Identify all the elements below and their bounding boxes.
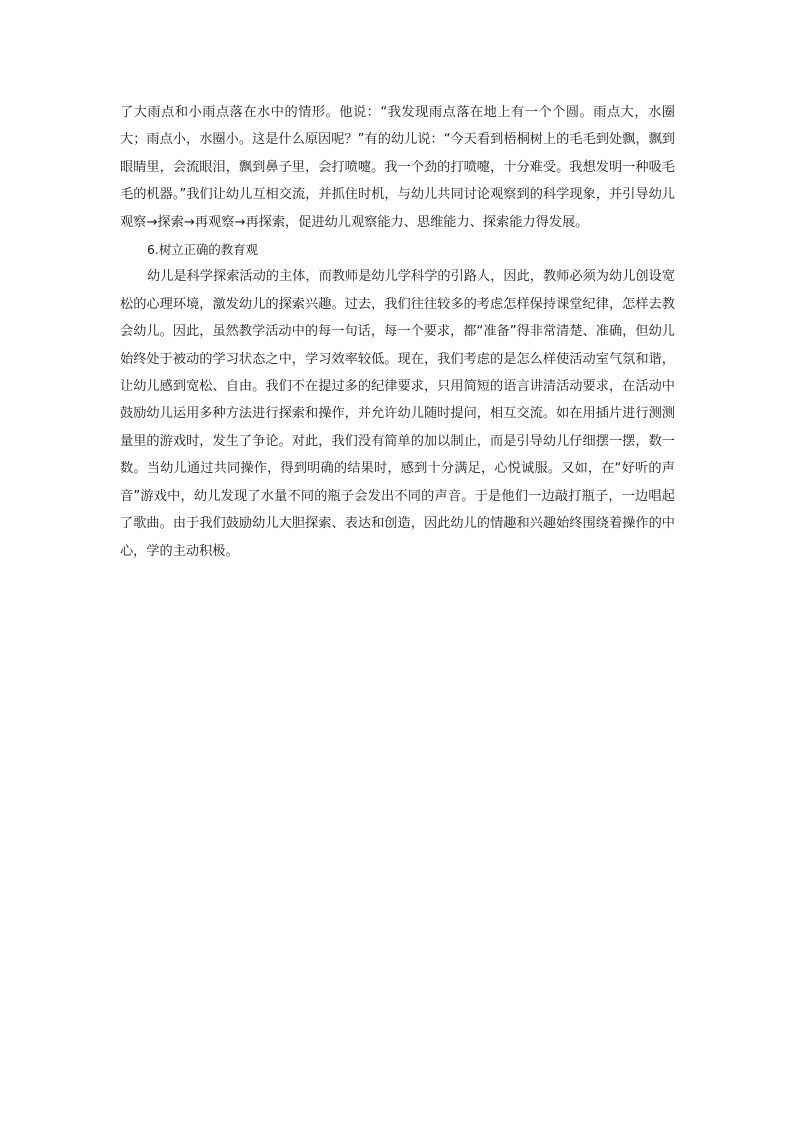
paragraph-education-view: 幼儿是科学探索活动的主体，而教师是幼儿学科学的引路人，因此，教师必须为幼儿创设宽松的心理环境，激发幼儿的探索兴趣。过去，我们往往较多的考虑怎样保持课堂纪律，怎样去教会幼儿。因此，虽然教学活动中的每一句话，每一个要求，都“准备”得非常清楚、准确，但幼儿始终处于被动的学习状态之中，学习效率较低。现在，我们考虑的是怎么样使活动室气氛和谐，让幼儿感到宽松、自由。我们不在提过多的纪律要求，只用简短的语言讲清活动要求，在活动中鼓励幼儿运用多种方法进行探索和操作，并允许幼儿随时提问，相互交流。如在用插片进行测测量里的游戏时，发生了争论。对此，我们没有简单的加以制止，而是引导幼儿仔细摆一摆，数一数。当幼儿通过共同操作，得到明确的结果时，感到十分满足，心悦诚服。又如，在“好听的声音”游戏中，幼儿发现了水量不同的瓶子会发出不同的声音。于是他们一边敲打瓶子，一边唱起了歌曲。由于我们鼓励幼儿大胆探索、表达和创造，因此幼儿的情趣和兴趣始终围绕着操作的中心，学的主动积极。 <box>120 269 675 559</box>
document-body <box>120 99 675 565</box>
section-heading: 6.树立正确的教育观 <box>147 242 258 258</box>
paragraph-continuation: 了大雨点和小雨点落在水中的情形。他说：“我发现雨点落在地上有一个个圆。雨点大，水圈大；雨点小，水圈小。这是什么原因呢？”有的幼儿说：“今天看到梧桐树上的毛毛到处飘，飘到眼睛里，会流眼泪，飘到鼻子里，会打喷嚏。我一个劲的打喷嚏，十分难受。我想发明一种吸毛毛的机器。”我们让幼儿互相交流，并抓住时机，与幼儿共同讨论观察到的科学现象，并引导幼儿观察→探索→再观察→再探索，促进幼儿观察能力、思维能力、探索能力得发展。 <box>120 105 675 230</box>
